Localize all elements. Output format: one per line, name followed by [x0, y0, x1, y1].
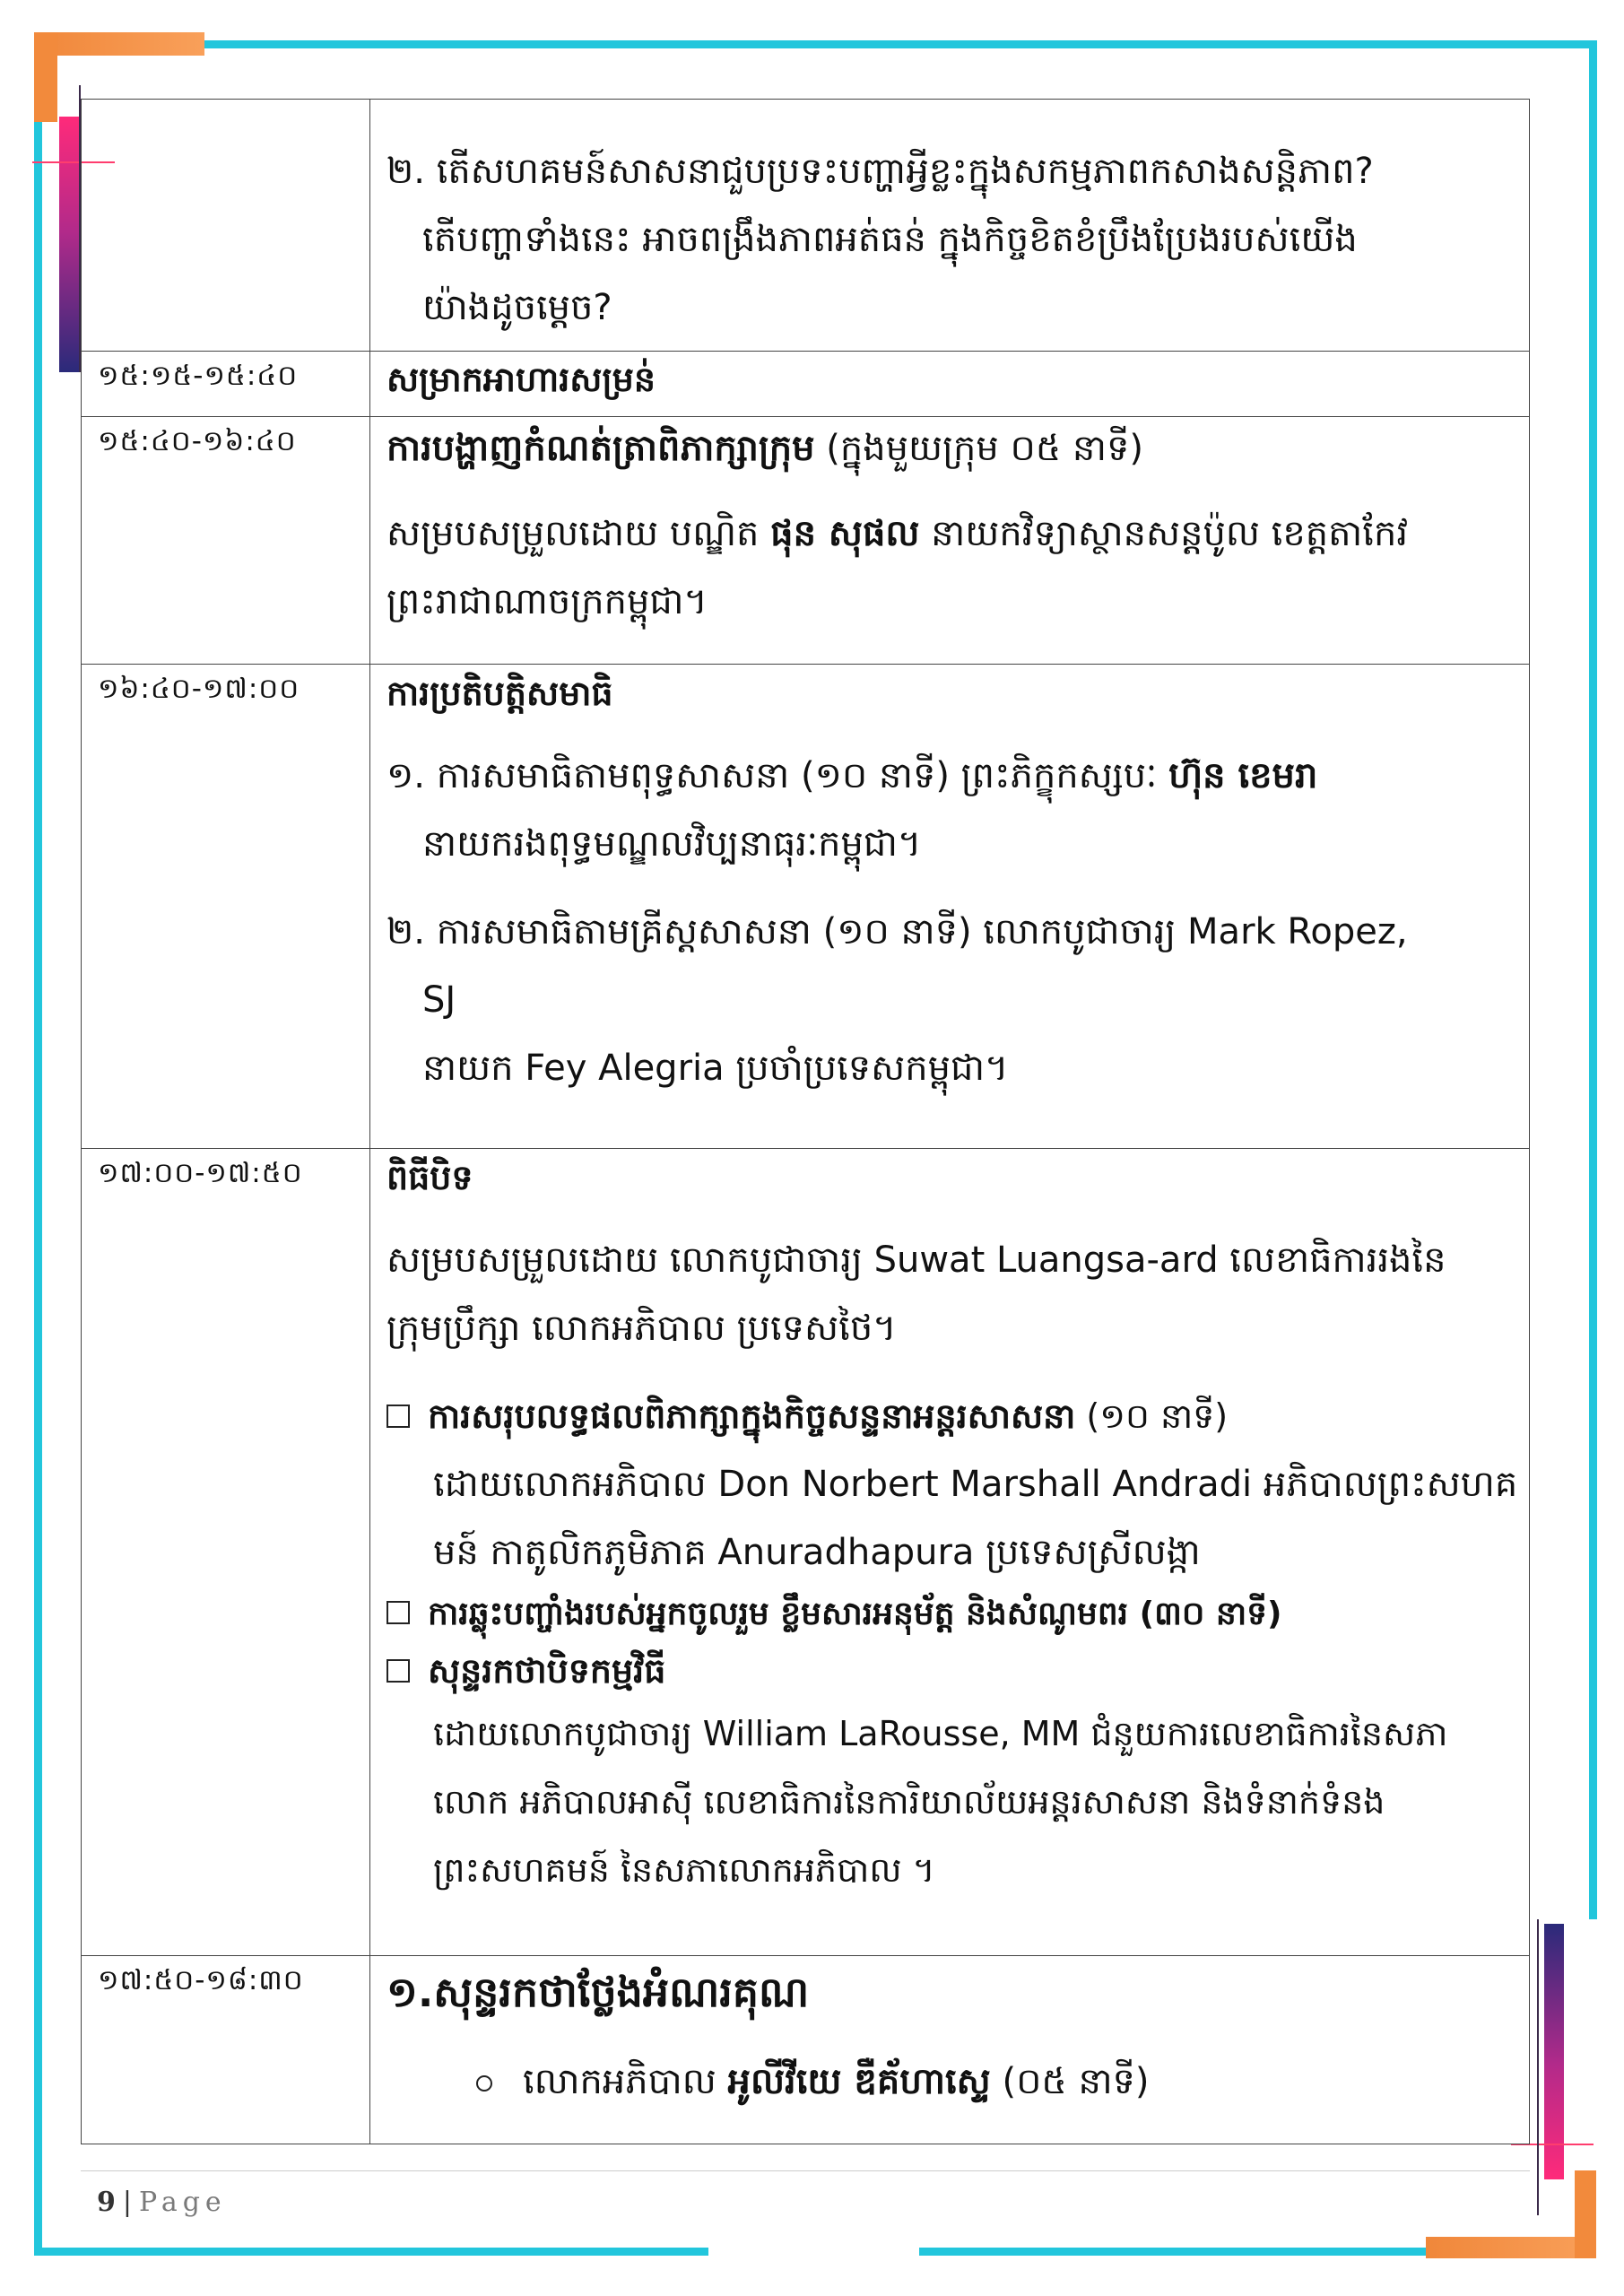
meditation-item-2: ២. ការសមាធិតាមគ្រីស្តសាសនា (១០ នាទី) លោកបូជាចារ្យ Mark Ropez, — [386, 911, 1408, 952]
bullet-detail: ព្រះសហគមន៍ នៃសភាលោកអភិបាល ។ — [433, 1850, 935, 1890]
content-cell — [370, 352, 1530, 417]
table-row — [82, 1149, 1530, 1956]
session-title: ១.សុន្ទរកថាថ្លែងអំណរគុណ — [386, 1968, 810, 2016]
table-row — [82, 665, 1530, 1149]
table-row — [82, 100, 1530, 352]
session-title: ការបង្ហាញកំណត់ត្រាពិភាក្សាក្រុម — [386, 428, 815, 469]
checkbox-icon — [386, 1659, 410, 1683]
facilitator-prefix: សម្របសម្រួលដោយ បណ្ឌិត — [386, 513, 771, 554]
time-cell: ១៧:៥០-១៨:៣០ — [82, 1956, 370, 2144]
speaker-prefix: លោកអភិបាល — [523, 2061, 728, 2102]
bullet-title: ការឆ្លុះបញ្ចាំងរបស់អ្នកចូលរួម ខ្លឹមសារអនុម័ត្ត និងសំណូមពរ — [428, 1596, 1129, 1632]
corner-accent-bottom-right-vertical — [1575, 2170, 1596, 2258]
schedule-table — [81, 99, 1530, 2144]
facilitator-location: ព្រះរាជាណាចក្រកម្ពុជា។ — [386, 581, 708, 622]
content-cell — [370, 417, 1530, 665]
bullet-duration-note: (១០ នាទី) — [1075, 1396, 1229, 1436]
facilitator-line: ក្រុមប្រឹក្សា លោកអភិបាល ប្រទេសថៃ។ — [386, 1308, 897, 1349]
facilitator-line: សម្របសម្រួលដោយ លោកបូជាចារ្យ Suwat Luangsa-ard លេខាធិការរងនៃ — [386, 1239, 1446, 1281]
accent-line-right-vertical — [1537, 1919, 1539, 2215]
question-line: ២. តើសហគមន៍សាសនាជួបប្រទះបញ្ហាអ្វីខ្លះក្នុងសកម្មភាពកសាងសន្តិភាព? — [386, 151, 1374, 192]
content-cell — [370, 1956, 1530, 2144]
gradient-bar-right — [1544, 1924, 1564, 2179]
speaker-title: នាយករងពុទ្ធមណ្ឌលវិប្បនាធុរៈកម្ពុជា។ — [422, 823, 922, 865]
content-cell — [370, 1149, 1530, 1956]
session-title: ការប្រតិបត្តិសមាធិ — [386, 674, 613, 713]
session-duration-note: (ក្នុងមួយក្រុម ០៥ នាទី) — [814, 428, 1143, 469]
speaker-duration-note: (០៥ នាទី) — [990, 2061, 1150, 2102]
bullet-duration-note: (៣០ នាទី) — [1128, 1596, 1282, 1632]
speaker-name: អូលីវីយេ ឌឺគ័ហាស្ទេ — [727, 2061, 991, 2102]
frame-top-border — [204, 40, 1597, 48]
bullet-title: សុន្ទរកថាបិទកម្មវិធី — [428, 1651, 666, 1691]
time-cell: ១៥:៤០-១៦:៤០ — [82, 417, 370, 665]
time-cell — [82, 100, 370, 352]
frame-right-border — [1589, 40, 1597, 1919]
page-number: 9 — [97, 2187, 116, 2218]
table-row — [82, 352, 1530, 417]
page-footer — [97, 2187, 227, 2218]
session-title: សម្រាកអាហារសម្រន់ — [386, 360, 656, 399]
speaker-name: ហ៊ុន ខេមរា — [1168, 755, 1318, 796]
checkbox-icon — [386, 1405, 410, 1428]
session-title: ពិធីបិទ — [386, 1158, 473, 1197]
bullet-title: ការសរុបលទ្ធផលពិភាក្សាក្នុងកិច្ចសន្ទនាអន្តរសាសនា — [428, 1396, 1076, 1436]
corner-accent-top-left — [34, 32, 204, 56]
footer-divider — [81, 2170, 1530, 2171]
meditation-item-1: ១. ការសមាធិតាមពុទ្ធសាសនា (១០ នាទី) ព្រះភិក្ខុកស្សបៈ — [386, 755, 1169, 796]
corner-accent-top-left-vertical — [34, 32, 57, 122]
table-row — [82, 1956, 1530, 2144]
page-separator: | — [122, 2187, 132, 2218]
time-cell: ១៦:៤០-១៧:០០ — [82, 665, 370, 1149]
bullet-detail: ដោយលោកអភិបាល Don Norbert Marshall Andradi អភិបាលព្រះសហគ — [433, 1464, 1518, 1505]
frame-bottom-border-right — [919, 2248, 1426, 2256]
question-line: យ៉ាងដូចម្តេច? — [422, 287, 612, 328]
page-label: Page — [138, 2187, 227, 2218]
time-cell: ១៧:០០-១៧:៥០ — [82, 1149, 370, 1956]
checkbox-icon — [386, 1601, 410, 1624]
frame-left-border — [34, 117, 42, 2256]
bullet-detail: លោក អភិបាលអាស៊ី លេខាធិការនៃការិយាល័យអន្តរសាសនា និងទំនាក់ទំនង — [433, 1782, 1385, 1822]
corner-accent-bottom-right — [1426, 2237, 1596, 2258]
speaker-suffix: SJ — [422, 979, 456, 1021]
table-row — [82, 417, 1530, 665]
question-line: តើបញ្ហាទាំងនេះ អាចពង្រឹងភាពអត់ធន់ ក្នុងកិច្ចខិតខំប្រឹងប្រែងរបស់យើង — [422, 219, 1358, 260]
bullet-detail: មន៍ កាតូលិកភូមិភាគ Anuradhapura ប្រទេសស្រីលង្កា — [433, 1532, 1201, 1573]
bullet-detail: ដោយលោកបូជាចារ្យ William LaRousse, MM ជំនួយការលេខាធិការនៃសភា — [433, 1714, 1448, 1753]
facilitator-name: ផុន សុផល — [770, 513, 920, 554]
content-cell — [370, 100, 1530, 352]
frame-bottom-border-left — [34, 2248, 708, 2256]
facilitator-title: នាយកវិទ្យាស្ថានសន្តប៉ូល ខេត្តតាកែវ — [919, 513, 1409, 554]
speaker-title: នាយក Fey Alegria ប្រចាំប្រទេសកម្ពុជា។ — [422, 1048, 1009, 1089]
gradient-bar-left — [59, 117, 79, 372]
time-cell: ១៥:១៥-១៥:៤០ — [82, 352, 370, 417]
circle-bullet-icon — [476, 2075, 492, 2092]
content-cell — [370, 665, 1530, 1149]
